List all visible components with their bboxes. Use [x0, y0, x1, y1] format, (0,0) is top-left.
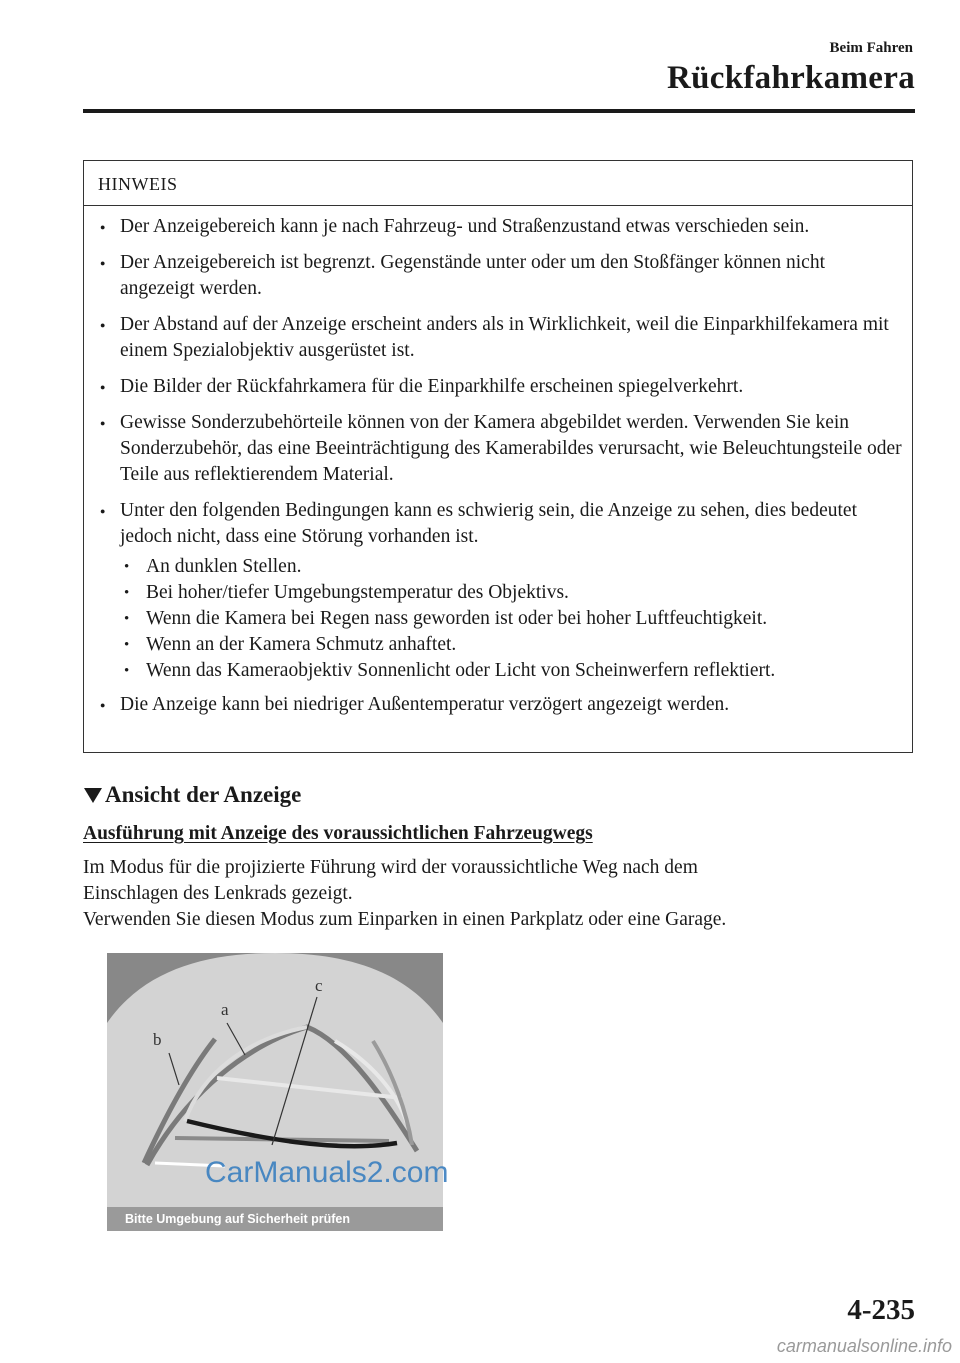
- page-title: Rückfahrkamera: [666, 60, 915, 96]
- section-heading: [84, 782, 301, 808]
- note-box: [83, 160, 913, 753]
- note-item: ● Der Anzeigebereich kann je nach Fahrzeug- und Straßenzustand etwas verschieden sein.: [98, 214, 902, 240]
- note-item-text: Unter den folgenden Bedingungen kann es schwierig sein, die Anzeige zu sehen, dies bedeutet jedoch nicht, dass eine Störung vorhanden ist.: [120, 500, 857, 547]
- safety-warning-text: Bitte Umgebung auf Sicherheit prüfen: [125, 1212, 351, 1226]
- condition-item: • Wenn das Kameraobjektiv Sonnenlicht oder Licht von Scheinwerfern reflektiert.: [120, 658, 902, 684]
- subheading: Ausführung mit Anzeige des voraussichtlichen Fahrzeugwegs: [83, 823, 593, 844]
- section-heading-text: Ansicht der Anzeige: [105, 782, 302, 807]
- condition-item: • Wenn die Kamera bei Regen nass geworden ist oder bei hoher Luftfeuchtigkeit.: [120, 606, 902, 632]
- note-item: ● Die Anzeige kann bei niedriger Außentemperatur verzögert angezeigt werden.: [98, 692, 902, 718]
- condition-item: • Bei hoher/tiefer Umgebungstemperatur des Objektivs.: [120, 580, 902, 606]
- body-line: Verwenden Sie diesen Modus zum Einparken in einen Parkplatz oder eine Garage.: [83, 909, 727, 930]
- callout-label-c: c: [315, 976, 323, 995]
- note-list: [84, 206, 912, 718]
- note-item: ● Der Anzeigebereich ist begrenzt. Gegenstände unter oder um den Stoßfänger können nicht angezeigt werden.: [98, 250, 902, 302]
- callout-label-a: a: [221, 1000, 229, 1019]
- note-item-conditions: [98, 498, 902, 684]
- note-item: ● Die Bilder der Rückfahrkamera für die Einparkhilfe erscheinen spiegelverkehrt.: [98, 374, 902, 400]
- callout-label-b: b: [153, 1030, 162, 1049]
- body-line: Einschlagen des Lenkrads gezeigt.: [83, 883, 353, 904]
- watermark: CarManuals2.com: [205, 1156, 449, 1189]
- triangle-down-icon: [84, 788, 102, 803]
- footer-site-link[interactable]: carmanualsonline.info: [776, 1336, 952, 1356]
- condition-item: • Wenn an der Kamera Schmutz anhaftet.: [120, 632, 902, 658]
- note-item: ● Der Abstand auf der Anzeige erscheint anders als in Wirklichkeit, weil die Einparkhilfekamera mit einem Spezialobjektiv ausgerüstet ist.: [98, 312, 902, 364]
- header-divider: [83, 109, 915, 113]
- body-paragraph: [83, 855, 913, 933]
- note-title: HINWEIS: [84, 161, 912, 206]
- page-number: 4-235: [847, 1294, 915, 1326]
- note-item: ● Gewisse Sonderzubehörteile können von der Kamera abgebildet werden. Verwenden Sie kein Sonderzubehör, das eine Beeinträchtigung des Kamerabildes verursacht, wie Beleuchtungsteile oder Teile aus reflektierendem Material.: [98, 410, 902, 488]
- body-line: Im Modus für die projizierte Führung wird der voraussichtliche Weg nach dem: [83, 857, 698, 878]
- header-section-label: Beim Fahren: [829, 40, 913, 56]
- condition-sublist: [120, 554, 902, 684]
- condition-item: • An dunklen Stellen.: [120, 554, 902, 580]
